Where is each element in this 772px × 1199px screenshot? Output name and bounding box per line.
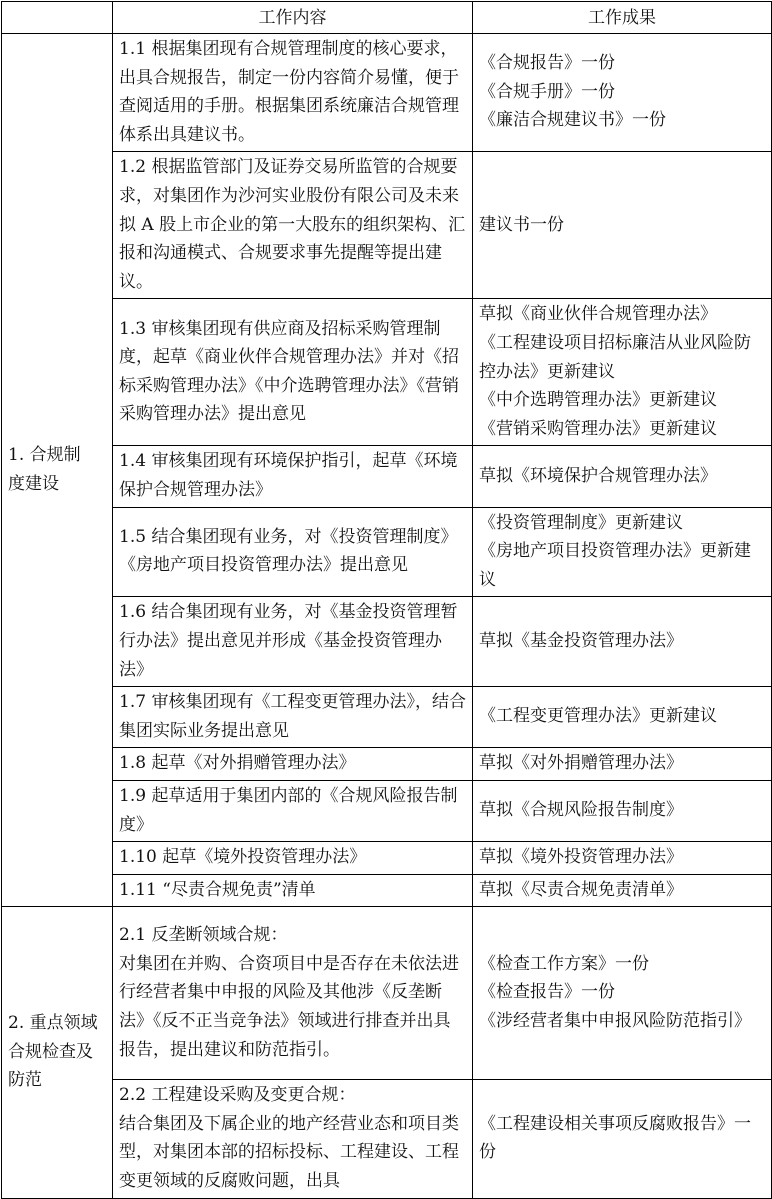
work-content-title: 2.2 工程建设采购及变更合规： [119,1085,356,1106]
work-content: 1.4 审核集团现有环境保护指引，起草《环境保护合规管理办法》 [113,446,473,507]
work-content-body: 对集团在并购、合资项目中是否存在未依法进行经营者集中申报的风险及其他涉《反垄断法》《反不正当竞争法》领域进行排查并出具报告，提出建议和防范指引。 [119,953,459,1060]
work-content: 1.2 根据监管部门及证券交易所监管的合规要求，对集团作为沙河实业股份有限公司及未来拟 A 股上市企业的第一大股东的组织架构、汇报和沟通模式、合规要求事先提醒等提出建议。 [113,152,473,299]
table-row [2,780,772,841]
table-row [2,507,772,597]
work-content: 1.1 根据集团现有合规管理制度的核心要求，出具合规报告，制定一份内容简介易懂，便于查阅适用的手册。根据集团系统廉洁合规管理体系出具建议书。 [113,34,473,152]
work-results: 草拟《基金投资管理办法》 [473,597,772,687]
work-results: 草拟《尽责合规免责清单》 [473,874,772,907]
work-results: 《工程建设相关事项反腐败报告》一份 [473,1080,772,1198]
work-results: 草拟《对外捐赠管理办法》 [473,748,772,781]
work-content [113,1080,473,1198]
header-blank [2,2,113,34]
header-row [2,2,772,34]
work-content: 1.6 结合集团现有业务，对《基金投资管理暂行办法》提出意见并形成《基金投资管理办法》 [113,597,473,687]
work-content: 1.11 “尽责合规免责”清单 [113,874,473,907]
header-results: 工作成果 [473,2,772,34]
section-label: 2. 重点领域合规检查及防范 [2,907,113,1198]
work-results: 草拟《商业伙伴合规管理办法》 《工程建设项目招标廉洁从业风险防控办法》更新建议 《中介选聘管理办法》更新建议 《营销采购管理办法》更新建议 [473,299,772,446]
work-content: 1.5 结合集团现有业务，对《投资管理制度》《房地产项目投资管理办法》提出意见 [113,507,473,597]
work-content: 1.3 审核集团现有供应商及招标采购管理制度，起草《商业伙伴合规管理办法》并对《招标采购管理办法》《中介选聘管理办法》《营销采购管理办法》提出意见 [113,299,473,446]
work-content-title: 2.1 反垄断领域合规： [119,925,288,946]
table-row [2,907,772,1080]
table-row [2,874,772,907]
table-row [2,34,772,152]
work-results: 《检查工作方案》一份 《检查报告》一份 《涉经营者集中申报风险防范指引》 [473,907,772,1080]
table-row [2,152,772,299]
work-content: 1.10 起草《境外投资管理办法》 [113,842,473,875]
work-results: 《工程变更管理办法》更新建议 [473,687,772,748]
work-content [113,907,473,1080]
table-row [2,1080,772,1198]
table-row [2,842,772,875]
table-row [2,446,772,507]
table-row [2,687,772,748]
table-row [2,748,772,781]
work-table [1,1,772,1199]
work-results: 草拟《环境保护合规管理办法》 [473,446,772,507]
work-content: 1.9 起草适用于集团内部的《合规风险报告制度》 [113,780,473,841]
work-content-body: 结合集团及下属企业的地产经营业态和项目类型，对集团本部的招标投标、工程建设、工程变更领域的反腐败问题，出具 [119,1113,459,1192]
work-results: 建议书一份 [473,152,772,299]
work-results: 《合规报告》一份 《合规手册》一份 《廉洁合规建议书》一份 [473,34,772,152]
header-content: 工作内容 [113,2,473,34]
table-row [2,299,772,446]
work-content: 1.8 起草《对外捐赠管理办法》 [113,748,473,781]
section-label: 1. 合规制度建设 [2,34,113,907]
table-row [2,597,772,687]
work-results: 《投资管理制度》更新建议 《房地产项目投资管理办法》更新建议 [473,507,772,597]
work-results: 草拟《合规风险报告制度》 [473,780,772,841]
work-content: 1.7 审核集团现有《工程变更管理办法》，结合集团实际业务提出意见 [113,687,473,748]
work-results: 草拟《境外投资管理办法》 [473,842,772,875]
